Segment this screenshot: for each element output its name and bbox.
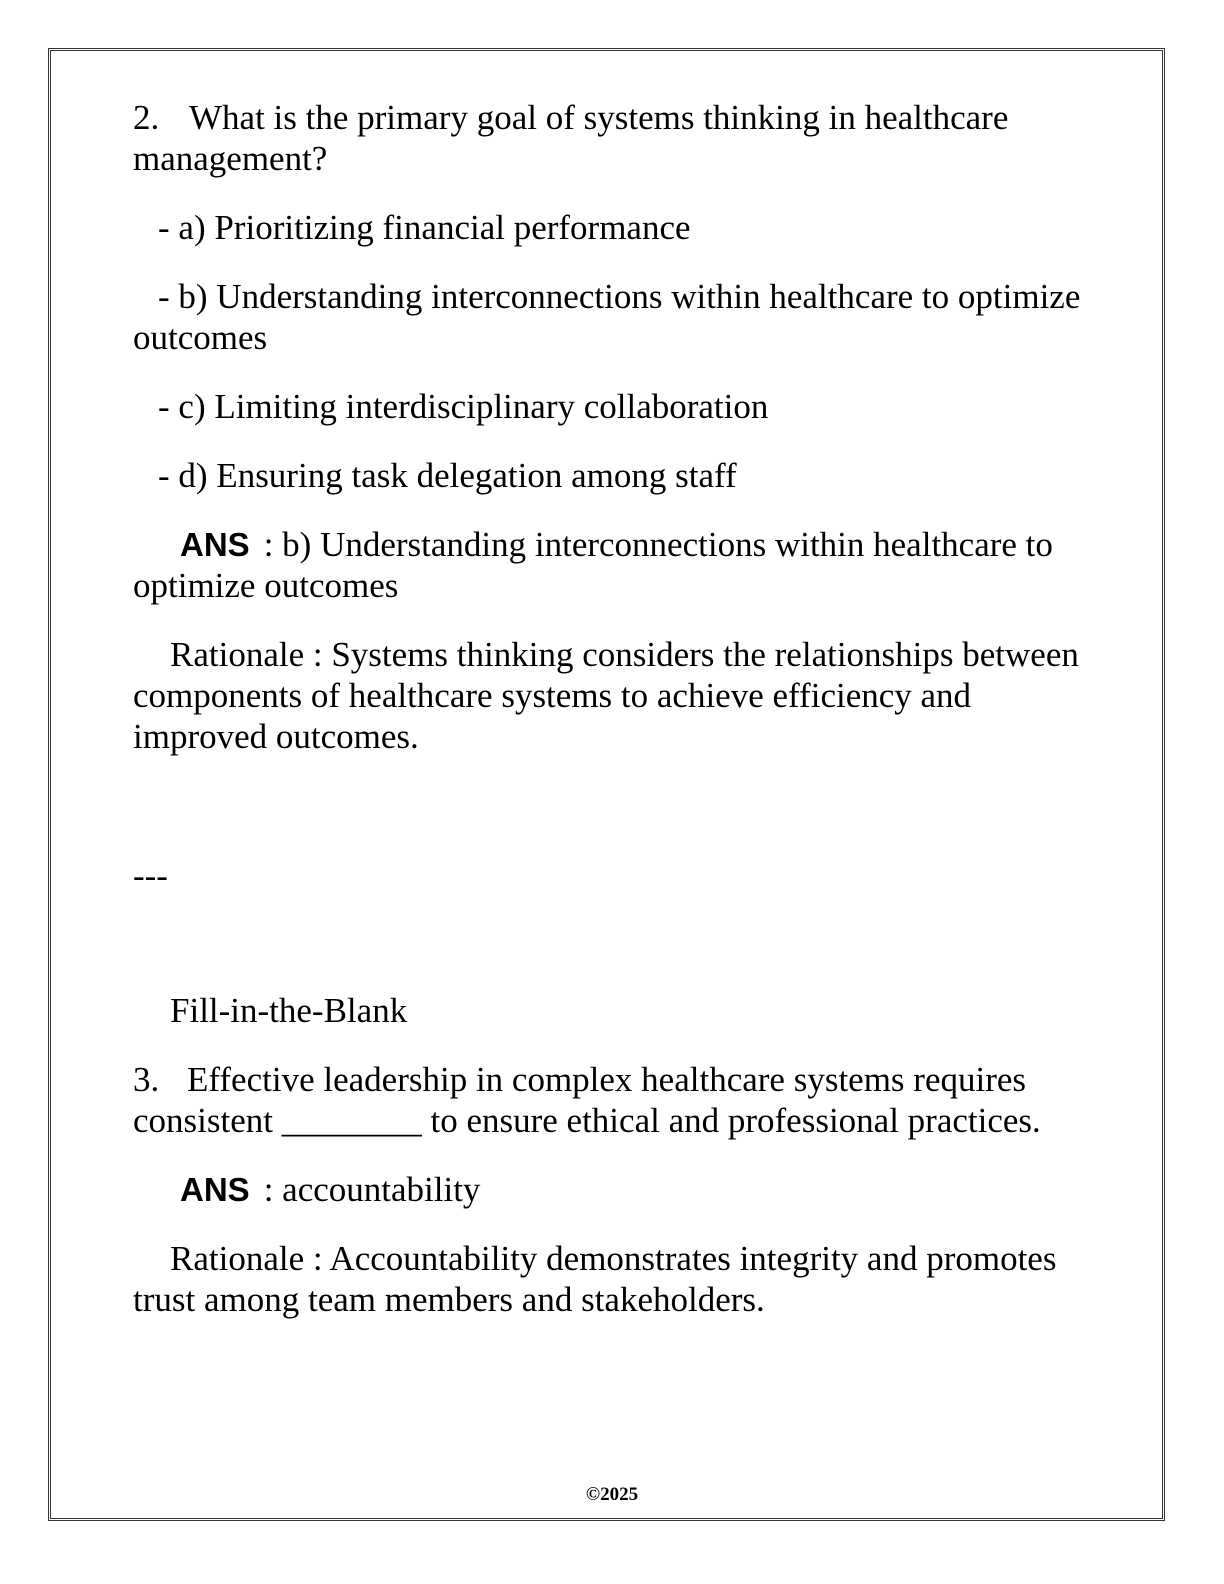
document-body bbox=[133, 97, 1093, 1320]
option-c: - c) Limiting interdisciplinary collaboration bbox=[158, 387, 769, 426]
question-2-text: What is the primary goal of systems thinking in healthcare management? bbox=[133, 98, 1009, 178]
answer-label: ANS bbox=[180, 1171, 250, 1208]
question-2-number: 2. bbox=[133, 98, 160, 137]
answer-text: : b) Understanding interconnections within healthcare to optimize outcomes bbox=[133, 525, 1053, 605]
answer-text: : accountability bbox=[263, 1170, 481, 1209]
answer-label: ANS bbox=[180, 526, 250, 563]
option-d: - d) Ensuring task delegation among staff bbox=[158, 456, 737, 495]
option-b: - b) Understanding interconnections within healthcare to optimize outcomes bbox=[133, 277, 1081, 357]
question-3-rationale: Rationale : Accountability demonstrates integrity and promotes trust among team members and stakeholders. bbox=[133, 1239, 1057, 1319]
question-3-text: Effective leadership in complex healthcare systems requires consistent ________ to ensure ethical and professional practices. bbox=[133, 1060, 1041, 1140]
copyright-footer: ©2025 bbox=[585, 1484, 639, 1505]
question-2-answer bbox=[133, 524, 1093, 606]
question-2-rationale: Rationale : Systems thinking considers the relationships between components of healthcare systems to achieve efficiency and improved outcomes. bbox=[133, 635, 1079, 756]
question-3-number: 3. bbox=[133, 1060, 160, 1099]
question-3 bbox=[133, 1059, 1093, 1141]
separator: --- bbox=[133, 856, 168, 895]
option-a: - a) Prioritizing financial performance bbox=[158, 208, 691, 247]
question-3-answer bbox=[133, 1169, 1093, 1210]
question-2 bbox=[133, 97, 1093, 179]
section-heading: Fill-in-the-Blank bbox=[170, 991, 408, 1030]
